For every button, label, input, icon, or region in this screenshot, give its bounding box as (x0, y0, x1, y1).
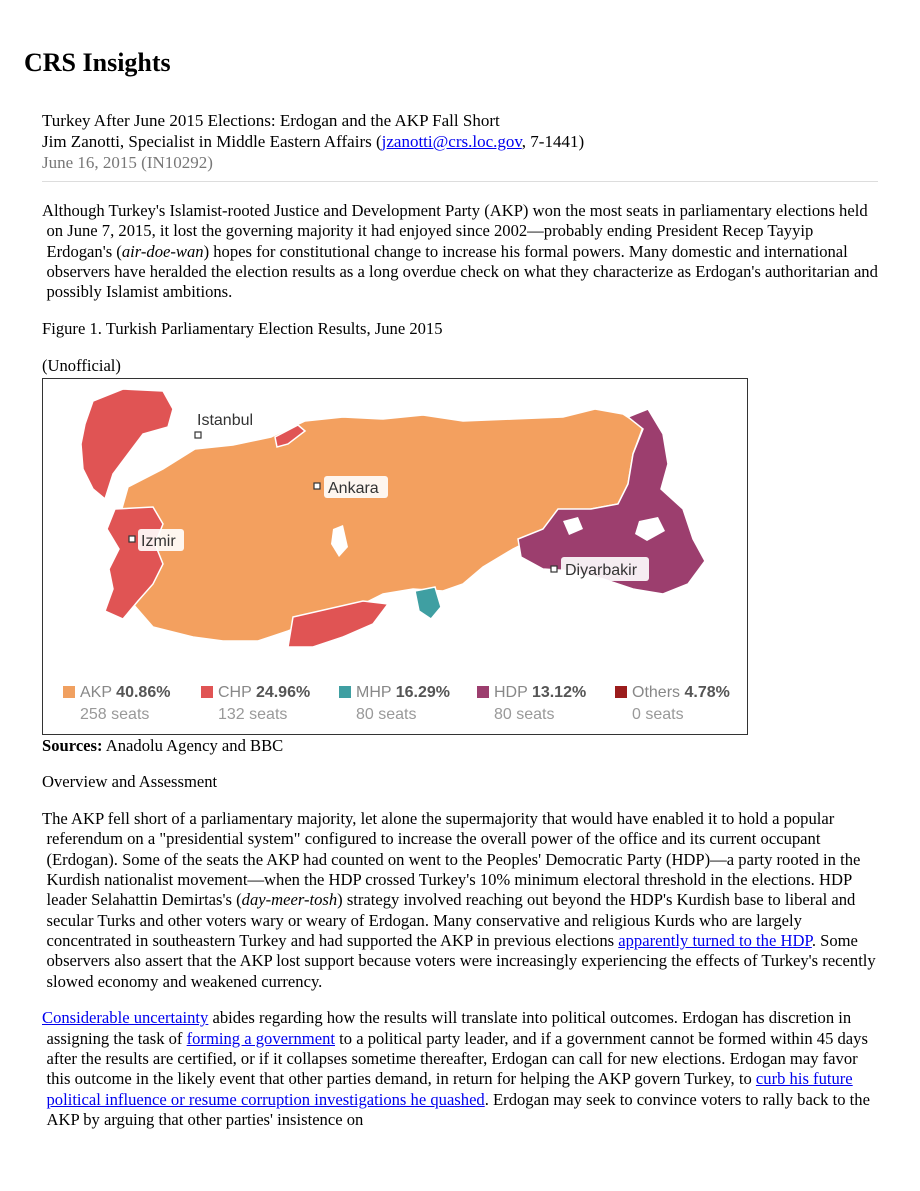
article-body (42, 201, 882, 1147)
pronunciation-demirtas: day-meer-tosh (241, 890, 338, 910)
document-header (42, 110, 584, 173)
legend-label-mhp: MHP 16.29% (356, 683, 450, 701)
izmir-marker (129, 536, 135, 542)
city-istanbul (192, 406, 262, 438)
author-email-link[interactable]: jzanotti@crs.loc.gov (381, 132, 522, 151)
uncertainty-paragraph (42, 1008, 882, 1130)
legend-seats-others: 0 seats (632, 705, 684, 723)
document-title: Turkey After June 2015 Elections: Erdogan and the AKP Fall Short (42, 111, 500, 130)
figure-sources (42, 736, 882, 756)
brand-title: CRS Insights (24, 48, 171, 77)
ankara-marker (314, 483, 320, 489)
legend-seats-mhp: 80 seats (356, 705, 417, 723)
author-phone: , 7-1441) (521, 132, 585, 151)
diyarbakir-marker (551, 566, 557, 572)
legend-swatch-others (615, 686, 627, 698)
intro-text-1: Although Turkey's Islamist-rooted Justice and Development Party (AKP) won the most seats in parliamentary elections held on June 7, 2015, it lost the governing majority it had enjoyed since 2002—probably ending President Recep Tayyip Erdogan's ( (42, 201, 868, 261)
legend-label-chp: CHP 24.96% (218, 683, 311, 701)
sources-text: Anadolu Agency and BBC (102, 735, 284, 755)
uncertainty-text-3: . Erdogan may seek to convince voters to rally back to the AKP by arguing that other parties' insistence on (46, 1089, 870, 1129)
legend-seats-hdp: 80 seats (494, 705, 555, 723)
legend-seats-chp: 132 seats (218, 705, 288, 723)
election-map-figure (42, 378, 748, 735)
diyarbakir-label: Diyarbakir (565, 561, 638, 579)
link-forming-a-government[interactable]: forming a government (186, 1028, 335, 1048)
link-considerable-uncertainty[interactable]: Considerable uncertainty (42, 1008, 209, 1028)
figure-caption: Figure 1. Turkish Parliamentary Election Results, June 2015 (42, 318, 443, 338)
publication-date: June 16, 2015 (IN10292) (42, 153, 213, 172)
figure-subcaption: (Unofficial) (42, 355, 121, 375)
istanbul-label: Istanbul (197, 411, 254, 429)
izmir-label: Izmir (141, 532, 176, 550)
header-divider (42, 181, 878, 182)
turkey-election-map (43, 379, 747, 734)
ankara-label: Ankara (328, 479, 379, 497)
uncertainty-text-2: to a political party leader, and if a government cannot be formed within 45 days after the results are certified, or if it collapses sometime thereafter, Erdogan can call for new elections. Erdogan may favor this outcome in the likely event that other parties demand, in return for helping the AKP govern Turkey, to (46, 1028, 868, 1089)
link-curb-political-influence[interactable]: curb his future political influence or resume corruption investigations he quashed (46, 1069, 853, 1109)
city-ankara (314, 476, 388, 498)
legend-label-others: Others 4.78% (632, 683, 730, 701)
uncertainty-text-1: abides regarding how the results will translate into political outcomes. Erdogan has discretion in assigning the task of (46, 1008, 852, 1048)
chart-legend (63, 684, 730, 723)
section-heading: Overview and Assessment (42, 772, 218, 792)
intro-paragraph (42, 201, 882, 302)
sources-label: Sources: (42, 735, 103, 755)
legend-swatch-akp (63, 686, 75, 698)
overview-paragraph (42, 809, 882, 992)
overview-text-3: . Some observers also assert that the AKP lost support because voters were increasingly experiencing the effects of Turkey's recently slowed economy and weakened currency. (46, 930, 876, 991)
author-line (42, 131, 584, 152)
legend-swatch-hdp (477, 686, 489, 698)
legend-swatch-mhp (339, 686, 351, 698)
overview-text-1: The AKP fell short of a parliamentary majority, let alone the supermajority that would have enabled it to hold a popular referendum on a "presidential system" configured to increase the overall power of the office and its current occupant (Erdogan). Some of the seats the AKP had counted on went to the Peoples' Democratic Party (HDP)—a party rooted in the Kurdish nationalist movement—when the HDP crossed Turkey's 10% minimum electoral threshold in the elections. HDP leader Selahattin Demirtas's ( (42, 809, 861, 910)
pronunciation-erdogan: air-doe-wan (121, 241, 204, 261)
intro-text-2: ) hopes for constitutional change to increase his formal powers. Many domestic and international observers have heralded the election results as a long overdue check on what they characterize as Erdogan's authoritarian and possibly Islamist ambitions. (46, 241, 878, 302)
city-diyarbakir (551, 557, 649, 581)
map-region-mhp (415, 587, 441, 619)
legend-swatch-chp (201, 686, 213, 698)
overview-text-2: ) strategy involved reaching out beyond the HDP's Kurdish base to liberal and secular Turks and other voters wary or weary of Erdogan. Many conservative and religious Kurds who are largely concentrated in southeastern Turkey and had supported the AKP in previous elections (46, 890, 856, 950)
legend-label-akp: AKP 40.86% (80, 683, 171, 701)
author-name: Jim Zanotti, Specialist in Middle Eastern Affairs ( (42, 132, 382, 151)
link-apparently-turned-to-hdp[interactable]: apparently turned to the HDP (618, 930, 812, 950)
legend-label-hdp: HDP 13.12% (494, 683, 587, 701)
legend-seats-akp: 258 seats (80, 705, 150, 723)
istanbul-marker (195, 432, 201, 438)
